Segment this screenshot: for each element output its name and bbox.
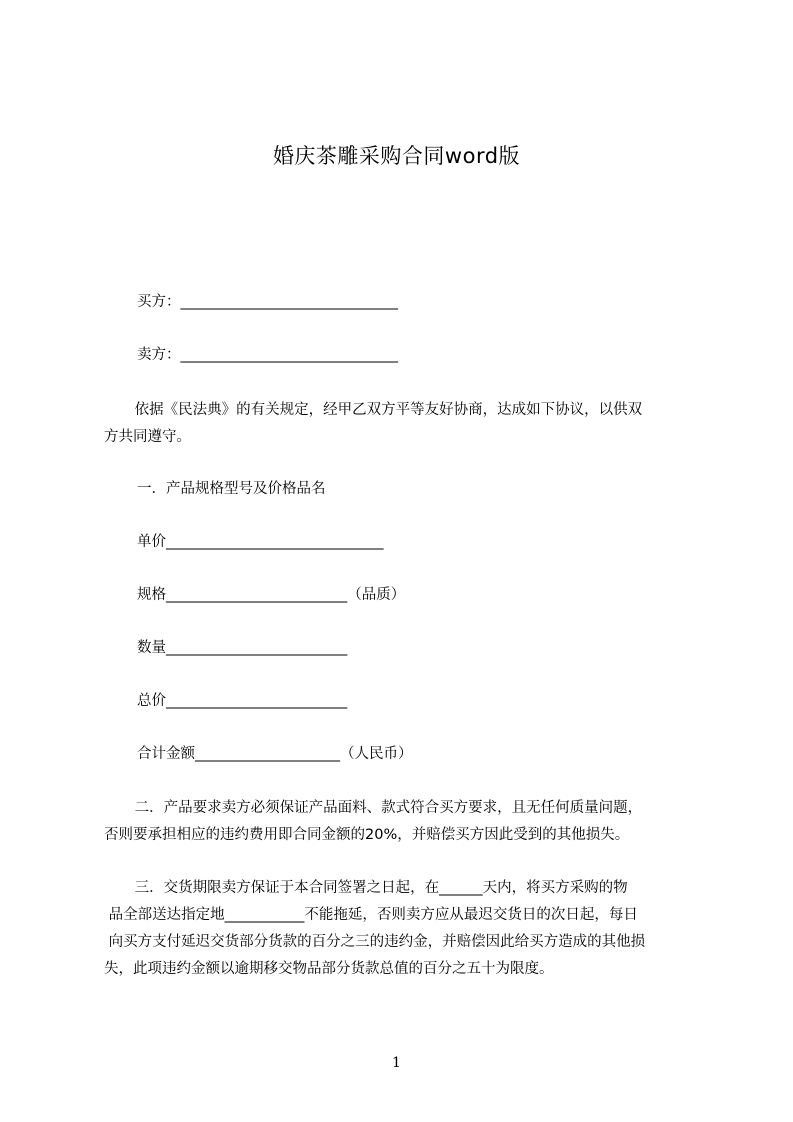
section-1-heading: 一．产品规格型号及价格品名 xyxy=(137,481,326,497)
intro-line-2: 方共同遵守。 xyxy=(104,429,191,445)
section-3-line-2: 品全部送达指定地___________不能拖延，否则卖方应从最迟交货日的次日起，每日 xyxy=(104,907,638,923)
section-3-line-1: 三．交货期限卖方保证于本合同签署之日起，在______天内，将买方采购的物 xyxy=(130,880,628,896)
unit-price-field: 单价______________________________ xyxy=(137,534,384,550)
page-number: 1 xyxy=(392,1055,401,1071)
quantity-field: 数量_________________________ xyxy=(137,640,348,656)
spec-field: 规格_________________________（品质） xyxy=(137,587,406,603)
total-price-field: 总价_________________________ xyxy=(137,693,348,709)
intro-line-1: 依据《民法典》的有关规定，经甲乙双方平等友好协商，达成如下协议，以供双 xyxy=(130,402,643,418)
section-3-line-3: 向买方支付延迟交货部分货款的百分之三的违约金，并赔偿因此给买方造成的其他损 xyxy=(104,934,646,950)
section-2-line-1: 二．产品要求卖方必须保证产品面料、款式符合买方要求，且无任何质量问题， xyxy=(130,800,643,816)
document-title: 婚庆茶雕采购合同word版 xyxy=(272,144,521,168)
buyer-field: 买方：______________________________ xyxy=(137,294,398,310)
seller-field: 卖方：______________________________ xyxy=(137,347,398,363)
section-3-line-4: 失，此项违约金额以逾期移交物品部分货款总值的百分之五十为限度。 xyxy=(104,961,554,977)
sum-amount-field: 合计金额____________________（人民币） xyxy=(137,746,413,762)
section-2-line-2: 否则要承担相应的违约费用即合同金额的20%，并赔偿买方因此受到的其他损失。 xyxy=(104,827,630,843)
